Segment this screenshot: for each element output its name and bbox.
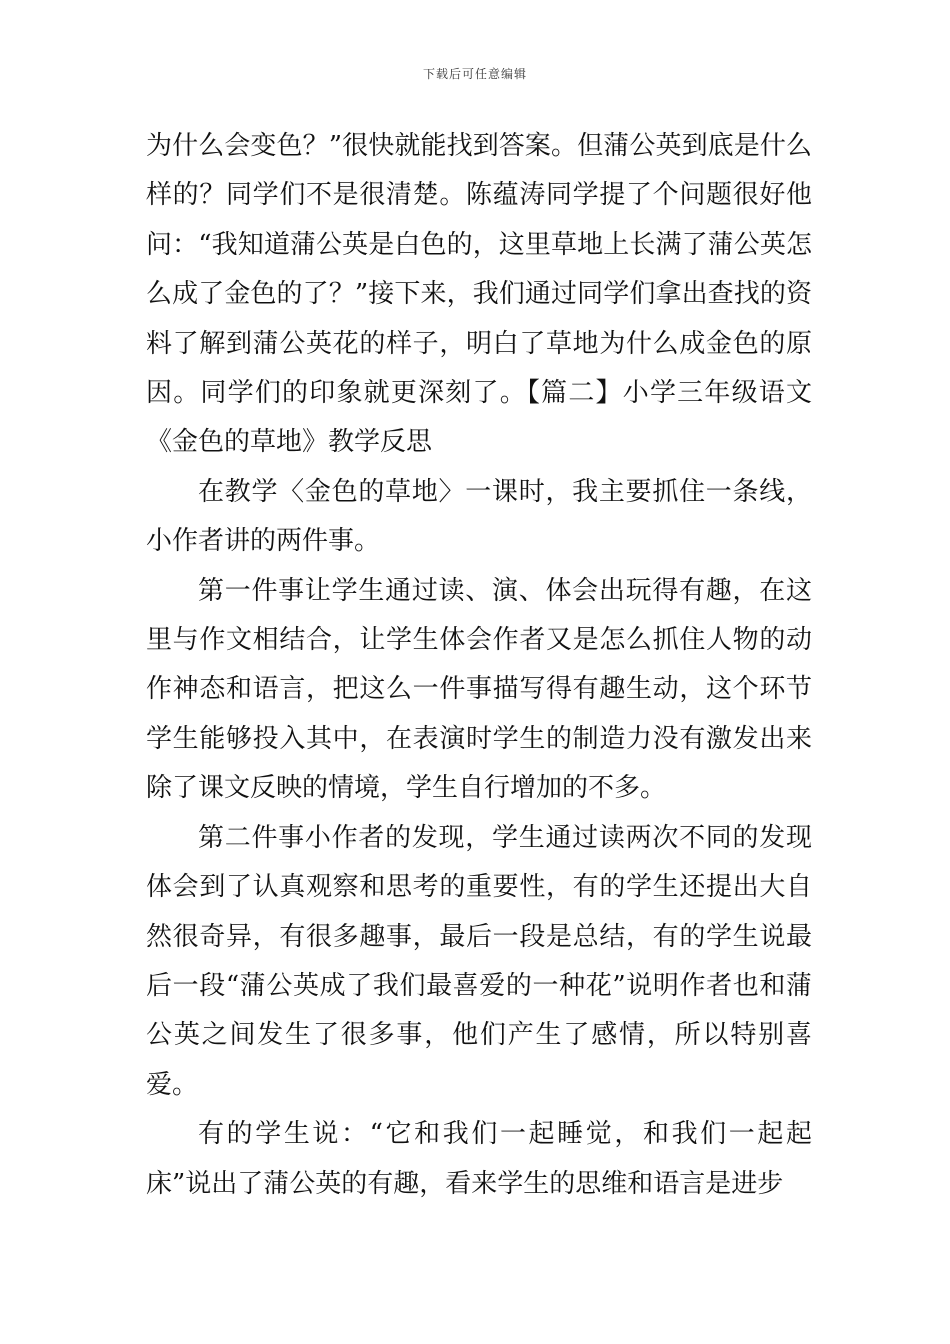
paragraph-2: 在教学〈金色的草地〉一课时，我主要抓住一条线，小作者讲的两件事。 bbox=[146, 476, 812, 557]
document-body bbox=[146, 122, 812, 1209]
paragraph-1: 为什么会变色？”很快就能找到答案。但蒲公英到底是什么样的？同学们不是很清楚。陈蕴涛同学提了个问题很好他问：“我知道蒲公英是白色的，这里草地上长满了蒲公英怎么成了金色的了？”接下来，我们通过同学们拿出查找的资料了解到蒲公英花的样子，明白了草地为什么成金色的原因。同学们的印象就更深刻了。【篇二】小学三年级语文《金色的草地》教学反思 bbox=[146, 131, 812, 458]
paragraph-3: 第一件事让学生通过读、演、体会出玩得有趣，在这里与作文相结合，让学生体会作者又是怎么抓住人物的动作神态和语言，把这么一件事描写得有趣生动，这个环节学生能够投入其中，在表演时学生的制造力没有激发出来除了课文反映的情境，学生自行增加的不多。 bbox=[146, 575, 812, 804]
page-header: 下载后可任意编辑 bbox=[422, 67, 527, 81]
paragraph-5: 有的学生说：“它和我们一起睡觉，和我们一起起床”说出了蒲公英的有趣，看来学生的思维和语言是进步 bbox=[146, 1119, 812, 1199]
paragraph-4: 第二件事小作者的发现，学生通过读两次不同的发现体会到了认真观察和思考的重要性，有的学生还提出大自然很奇异，有很多趣事，最后一段是总结，有的学生说最后一段“蒲公英成了我们最喜爱的一种花”说明作者也和蒲公英之间发生了很多事，他们产生了感情，所以特别喜爱。 bbox=[146, 822, 812, 1100]
